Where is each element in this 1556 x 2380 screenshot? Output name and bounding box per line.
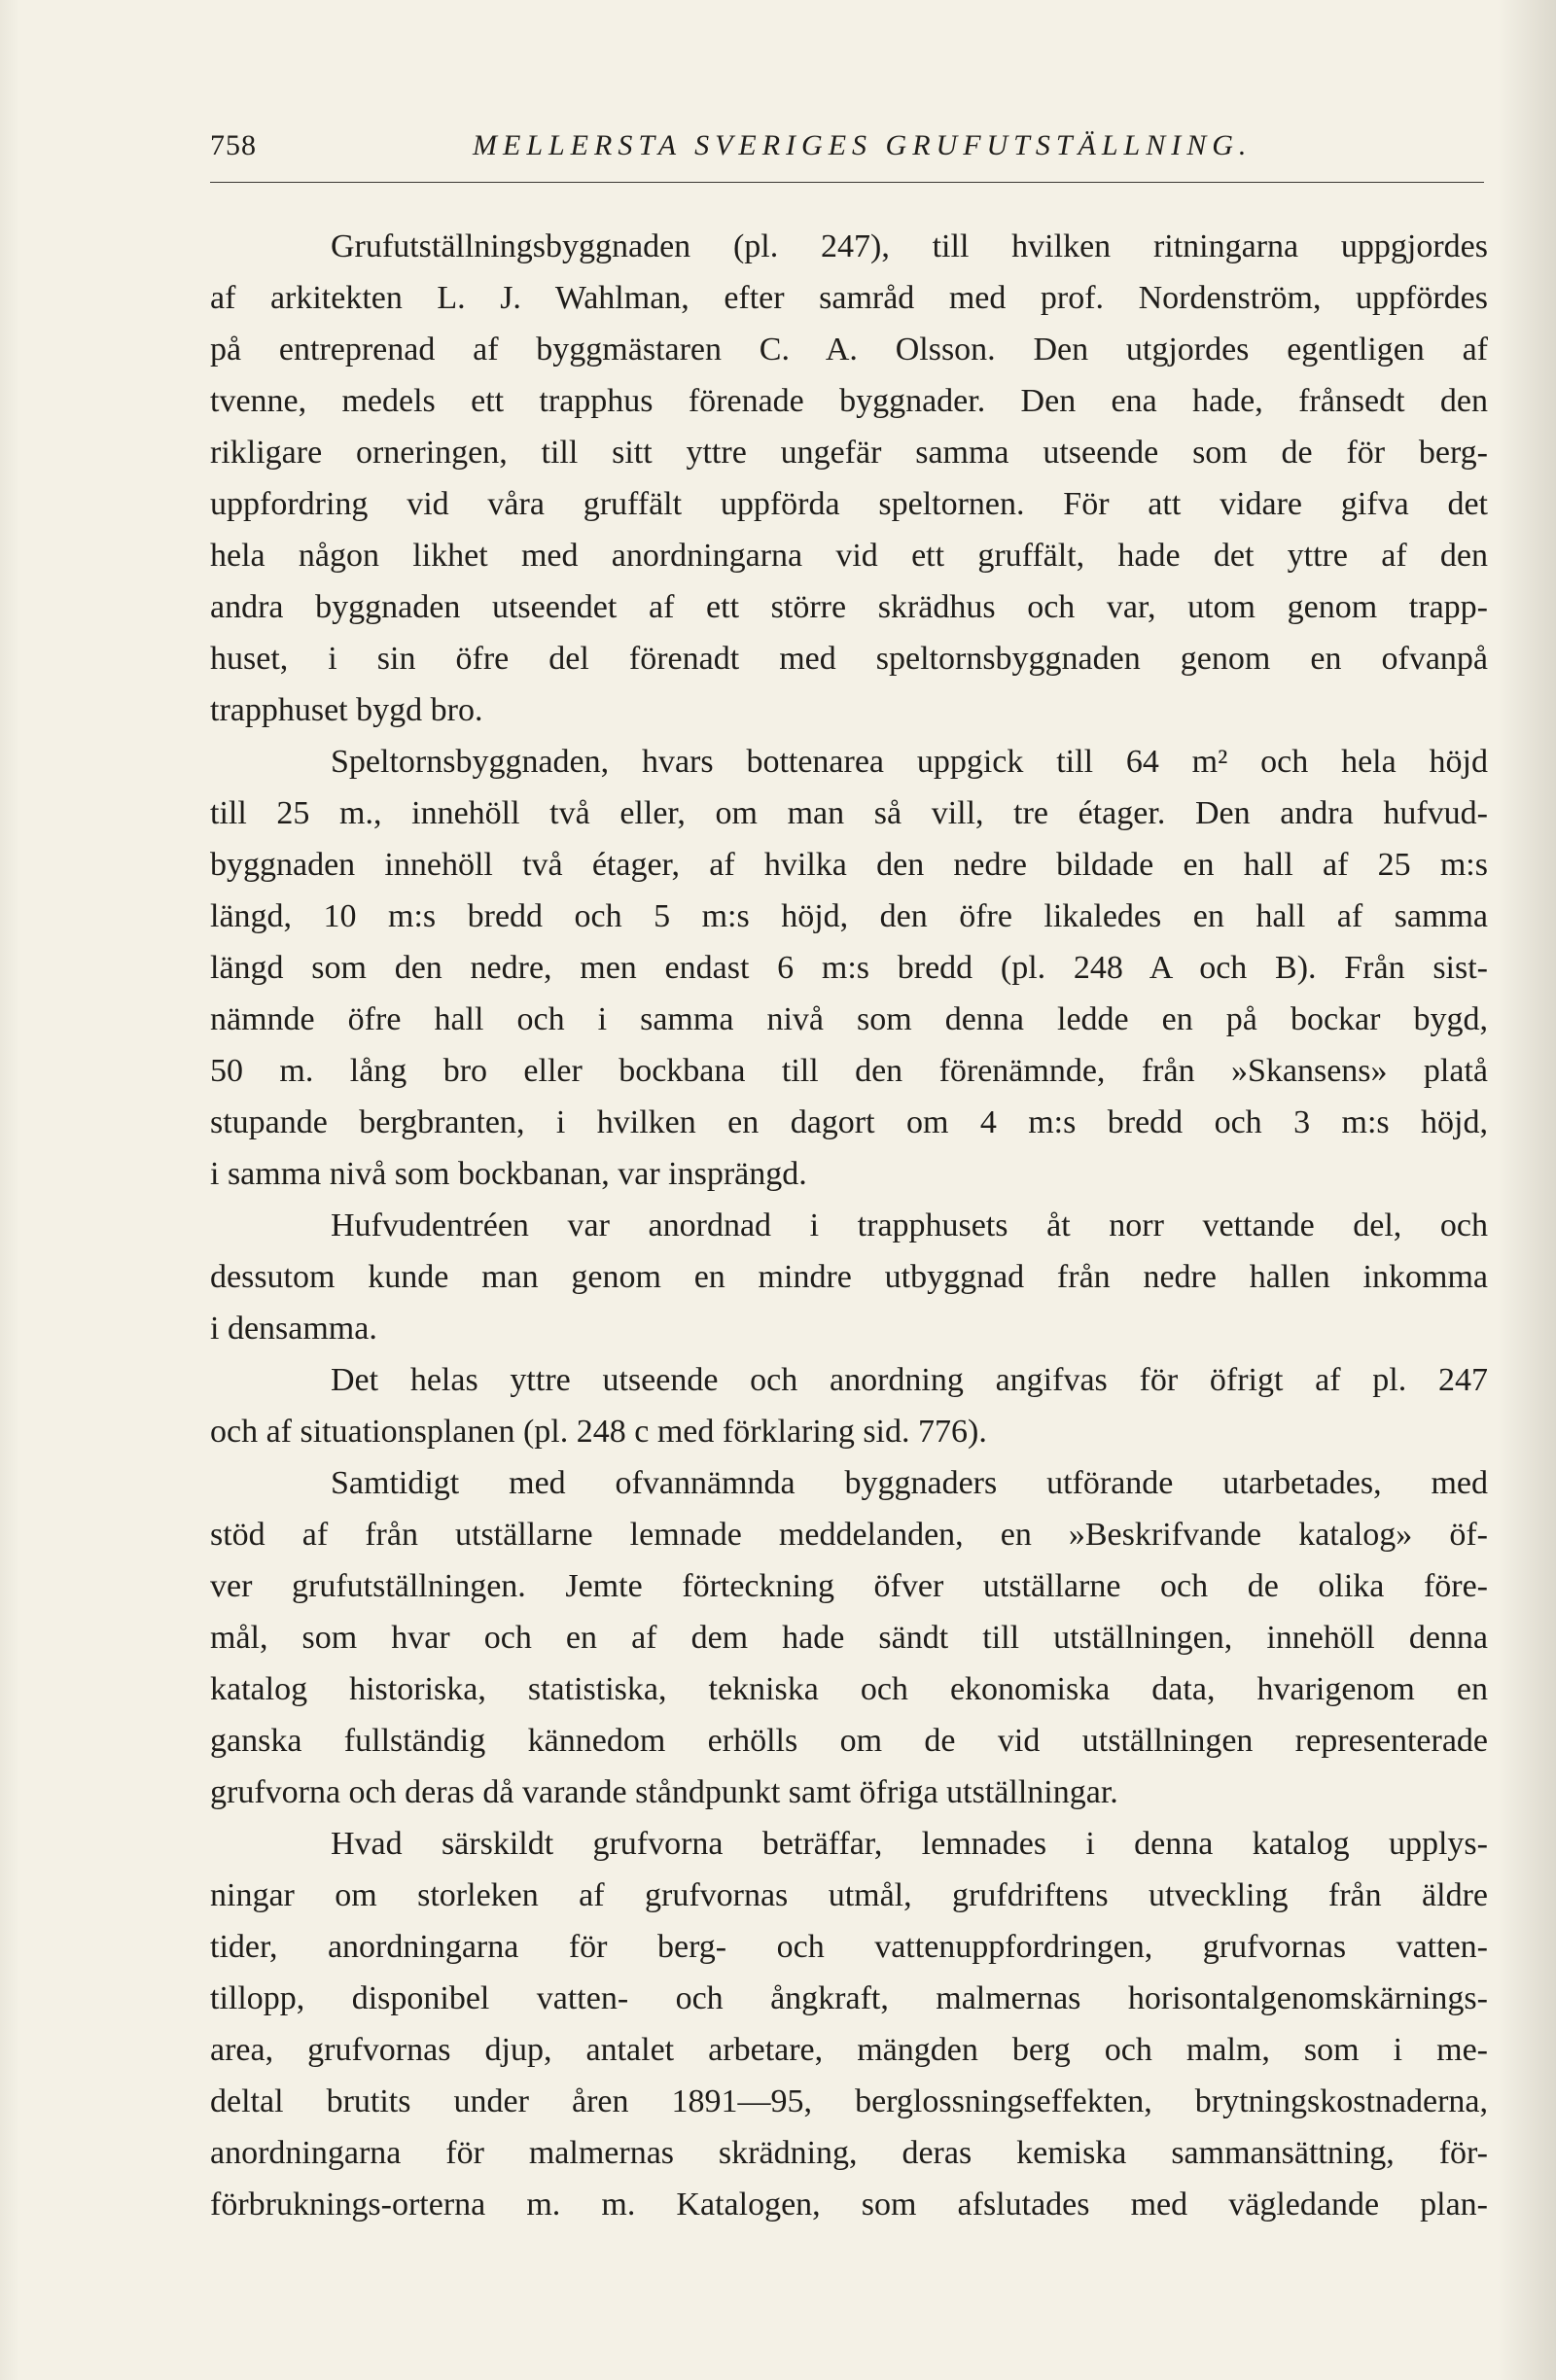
text-line: hela någon likhet med anordningarna vid ett gruffält, hade det yttre af den (210, 538, 1488, 574)
text-line: dessutom kunde man genom en mindre utbyggnad från nedre hallen inkomma (210, 1259, 1488, 1295)
text-line: katalog historiska, statistiska, tekniska och ekonomiska data, hvarigenom en (210, 1671, 1488, 1707)
text-line: byggnaden innehöll två étager, af hvilka den nedre bildade en hall af 25 m:s (210, 847, 1488, 883)
text-line: af arkitekten L. J. Wahlman, efter samråd med prof. Nordenström, uppfördes (210, 280, 1488, 316)
text-line: tider, anordningarna för berg- och vattenuppfordringen, grufvornas vatten- (210, 1929, 1488, 1965)
text-line: Hvad särskildt grufvorna beträffar, lemnades i denna katalog upplys- (331, 1826, 1488, 1862)
text-line: Det helas yttre utseende och anordning angifvas för öfrigt af pl. 247 (331, 1362, 1488, 1398)
text-line: i samma nivå som bockbanan, var insprängd. (210, 1156, 807, 1192)
header-rule (210, 182, 1484, 183)
text-line: anordningarna för malmernas skrädning, deras kemiska sammansättning, för- (210, 2135, 1488, 2171)
text-line: rikligare orneringen, till sitt yttre ungefär samma utseende som de för berg- (210, 435, 1488, 471)
page-edge-right (1498, 0, 1556, 2380)
text-line: längd som den nedre, men endast 6 m:s bredd (pl. 248 A och B). Från sist- (210, 950, 1488, 986)
text-line: grufvorna och deras då varande ståndpunkt samt öfriga utställningar. (210, 1774, 1118, 1810)
text-line: på entreprenad af byggmästaren C. A. Olsson. Den utgjordes egentligen af (210, 332, 1488, 368)
running-header (210, 129, 1484, 168)
text-line: area, grufvornas djup, antalet arbetare, mängden berg och malm, som i me- (210, 2032, 1488, 2068)
page-number: 758 (210, 129, 257, 161)
text-line: uppfordring vid våra gruffält uppförda speltornen. För att vidare gifva det (210, 486, 1488, 522)
text-line: trapphuset bygd bro. (210, 692, 483, 728)
text-line: Samtidigt med ofvannämnda byggnaders utförande utarbetades, med (331, 1465, 1488, 1501)
body-text (210, 221, 1488, 2230)
text-line: längd, 10 m:s bredd och 5 m:s höjd, den öfre likaledes en hall af samma (210, 898, 1488, 934)
text-line: till 25 m., innehöll två eller, om man så vill, tre étager. Den andra hufvud- (210, 795, 1488, 831)
text-line: förbruknings-orterna m. m. Katalogen, som afslutades med vägledande plan- (210, 2187, 1488, 2222)
text-line: Speltornsbyggnaden, hvars bottenarea uppgick till 64 m² och hela höjd (331, 744, 1488, 780)
text-line: nämnde öfre hall och i samma nivå som denna ledde en på bockar bygd, (210, 1001, 1488, 1037)
text-line: stöd af från utställarne lemnade meddelanden, en »Beskrifvande katalog» öf- (210, 1517, 1488, 1553)
text-line: 50 m. lång bro eller bockbana till den förenämnde, från »Skansens» platå (210, 1053, 1488, 1089)
text-line: tillopp, disponibel vatten- och ångkraft, malmernas horisontalgenomskärnings- (210, 1980, 1488, 2016)
text-line: i densamma. (210, 1311, 377, 1347)
text-line: ver grufutställningen. Jemte förteckning öfver utställarne och de olika före- (210, 1568, 1488, 1604)
text-line: och af situationsplanen (pl. 248 c med förklaring sid. 776). (210, 1414, 987, 1450)
text-line: huset, i sin öfre del förenadt med speltornsbyggnaden genom en ofvanpå (210, 641, 1488, 677)
text-line: Grufutställningsbyggnaden (pl. 247), till hvilken ritningarna uppgjordes (331, 228, 1488, 264)
running-title: MELLERSTA SVERIGES GRUFUTSTÄLLNING. (473, 129, 1253, 161)
text-line: deltal brutits under åren 1891—95, berglossningseffekten, brytningskostnaderna, (210, 2083, 1488, 2119)
text-line: ganska fullständig kännedom erhölls om de vid utställningen representerade (210, 1723, 1488, 1759)
text-line: Hufvudentréen var anordnad i trapphusets åt norr vettande del, och (331, 1208, 1488, 1243)
page-edge-left (0, 0, 19, 2380)
text-line: tvenne, medels ett trapphus förenade byggnader. Den ena hade, frånsedt den (210, 383, 1488, 419)
text-line: mål, som hvar och en af dem hade sändt till utställningen, innehöll denna (210, 1620, 1488, 1656)
text-line: ningar om storleken af grufvornas utmål, grufdriftens utveckling från äldre (210, 1877, 1488, 1913)
text-line: andra byggnaden utseendet af ett större skrädhus och var, utom genom trapp- (210, 589, 1488, 625)
text-line: stupande bergbranten, i hvilken en dagort om 4 m:s bredd och 3 m:s höjd, (210, 1104, 1488, 1140)
